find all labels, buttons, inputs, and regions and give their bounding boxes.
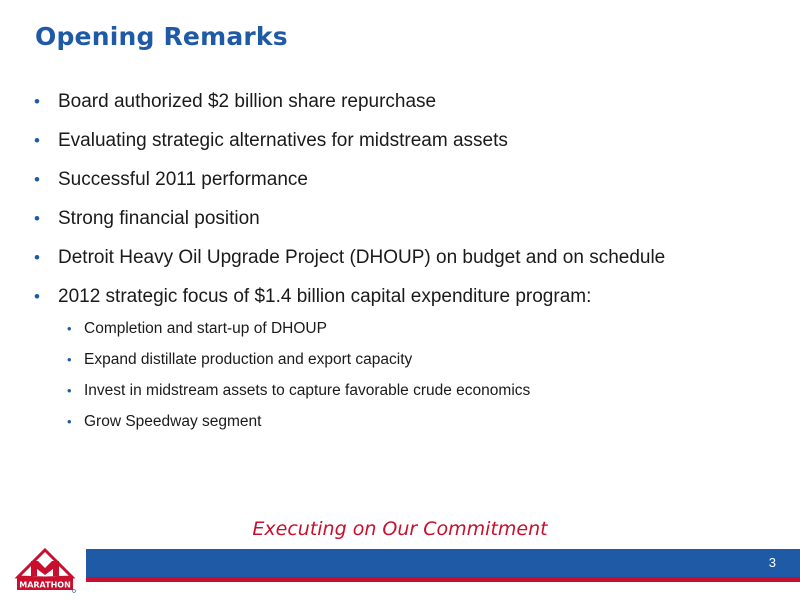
sub-bullet-text: Expand distillate production and export capacity [84, 351, 413, 368]
sub-bullet-dot-icon: • [67, 414, 72, 429]
footer-bar [86, 549, 800, 582]
footer-red-band [86, 577, 800, 582]
bullet-item [34, 88, 774, 127]
sub-bullet-text: Completion and start-up of DHOUP [84, 320, 327, 337]
bullet-dot-icon: • [34, 131, 40, 150]
bullet-item [34, 166, 774, 205]
logo-wordmark: MARATHON [19, 580, 71, 590]
sub-bullet-dot-icon: • [67, 352, 72, 367]
bullet-dot-icon: • [34, 287, 40, 306]
marathon-logo-icon [14, 548, 76, 594]
bullet-text: Board authorized $2 billion share repurchase [58, 91, 437, 112]
sub-bullet-dot-icon: • [67, 321, 72, 336]
bullet-text: Successful 2011 performance [58, 169, 308, 190]
sub-bullet-list [34, 317, 774, 441]
bullet-text: Evaluating strategic alternatives for midstream assets [58, 130, 508, 151]
bullet-dot-icon: • [34, 248, 40, 267]
sub-bullet-text: Invest in midstream assets to capture favorable crude economics [84, 382, 531, 399]
tagline: Executing on Our Commitment [252, 518, 548, 540]
bullet-item [34, 205, 774, 244]
page-number: 3 [768, 555, 776, 570]
sub-bullet-item [34, 317, 774, 348]
bullet-dot-icon: • [34, 170, 40, 189]
registered-mark-icon [73, 590, 76, 593]
bullet-list [34, 88, 774, 441]
bullet-item [34, 127, 774, 166]
sub-bullet-item [34, 410, 774, 441]
bullet-text: 2012 strategic focus of $1.4 billion capital expenditure program: [58, 286, 592, 307]
bullet-item [34, 244, 774, 283]
bullet-text: Strong financial position [58, 208, 260, 229]
bullet-text: Detroit Heavy Oil Upgrade Project (DHOUP) on budget and on schedule [58, 247, 666, 268]
bullet-dot-icon: • [34, 209, 40, 228]
sub-bullet-item [34, 348, 774, 379]
bullet-dot-icon: • [34, 92, 40, 111]
sub-bullet-dot-icon: • [67, 383, 72, 398]
footer-blue-band [86, 549, 800, 577]
sub-bullet-item [34, 379, 774, 410]
slide-title: Opening Remarks [35, 22, 288, 51]
sub-bullet-text: Grow Speedway segment [84, 413, 262, 430]
